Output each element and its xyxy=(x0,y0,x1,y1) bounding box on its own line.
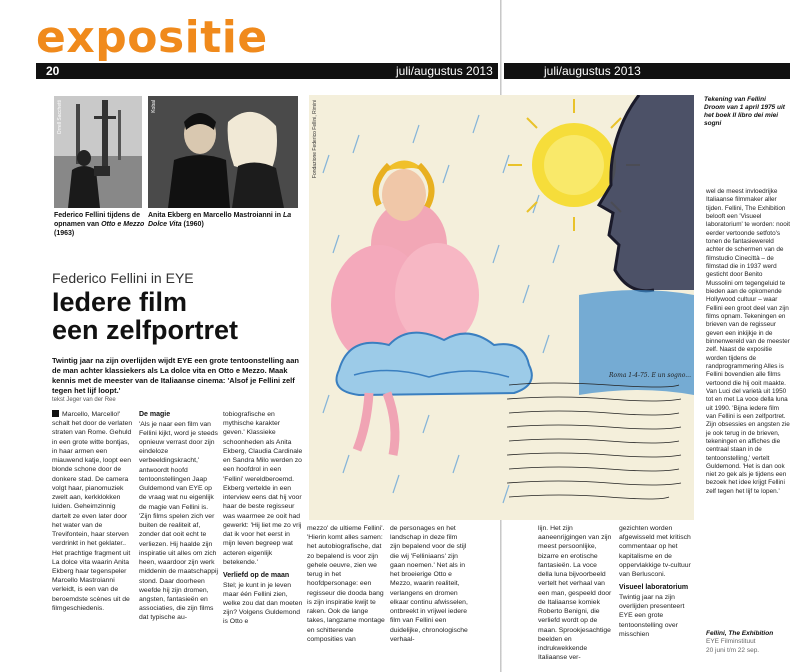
caption-dolce-vita xyxy=(148,212,298,230)
exhibition-info xyxy=(706,630,790,655)
issue-date-left: juli/augustus 2013 xyxy=(396,64,493,78)
dream-drawing-image xyxy=(309,95,694,520)
art-handwriting-note: Roma 1-4-75. E un sogno... xyxy=(609,372,691,379)
drop-square xyxy=(52,410,59,417)
page-number: 20 xyxy=(46,64,60,78)
section-title: expositie xyxy=(36,12,268,63)
byline-label: tekst xyxy=(52,397,65,403)
byline xyxy=(52,397,116,403)
caption-dolce-vita-film: La Dolce Vita xyxy=(148,212,292,228)
headline-line-1: Iedere film xyxy=(52,287,188,317)
byline-author: Jeger van der Ree xyxy=(66,397,116,403)
body-column-2-text: 'Als je naar een film van Fellini kijkt, word je steeds opnieuw verrast door zijn eindeloze verbeeldingskracht,' antwoordt hoofd tentoonstellingen Jaap Guldemond van EYE op de vraag wat nu eigenlijk de magie van Fellini is. 'Zijn films spelen zich ver buiten de realiteit af, zonder dat ooit echt te verliezen. Hij haalde zijn inspiratie uit alles om zich heen, waardoor zijn werk middenin de maatschappij stond. Daar doorheen weefde hij zijn dromen, angsten, fantasieën en associaties, die zijn films dat typische au- xyxy=(139,420,218,622)
body-column-1 xyxy=(52,410,134,613)
header-bar-left xyxy=(36,63,498,79)
body-column-6: lijn. Het zijn aaneenrijgingen van zijn meest persoonlijke, bizarre en erotische fantasieën. La voce della luna bijvoorbeeld vertelt het verhaal van een man, gespeeld door de Italiaanse komiek Roberto Benigni, die verliefd wordt op de maan. Sprookjesachtige beelden en indrukwekkende Italiaanse ver- xyxy=(538,525,612,662)
body-column-8: wel de meest invloedrijke Italiaanse filmmaker aller tijden. Fellini, The Exhibition belooft een 'Visueel laboratorium' te worden: nooit eerder vertoonde setfoto's tonen de fantasiewereld achter de schermen van de filmstudio Cinecittà – de filmstad die in 1937 werd gesticht door Benito Mussolini om tegengeluid te bieden aan de opkomende Hollywood cultuur – waar Fellini een groot deel van zijn films opnam. Tekeningen en brieven van de regisseur geven een inkijkje in de binnenwereld van de meester zelf. Naast de expositie worden tijdens de randprogrammering Alles is Fellini bovendien alle films vertoond die hij ooit maakte. Van Luci del varietà uit 1950 tot en met La voce della luna uit 1990. 'Bijna iedere film van Fellini is een zelfportret. Zijn obsessies en angsten zie je ook terug in de brieven, tekeningen en affiches die centraal staan in de tentoonstelling,' vertelt Guldemond. 'Het is dan ook niet zo gek als je tijdens een bezoek het idee krijgt Fellini zelf tegen het lijf te lopen.' xyxy=(706,188,790,495)
body-column-7b-text: Twintig jaar na zijn overlijden presenteert EYE een grote tentoonstelling over misschien xyxy=(619,593,685,638)
drawing-caption: Tekening van Fellini Droom van 1 april 1975 uit het boek Il libro dei miei sogni xyxy=(704,96,785,128)
article-lead: Twintig jaar na zijn overlijden wijdt EYE een grote tentoonstelling aan de man achter klassiekers als La dolce vita en Otto e Mezzo. Maak kennis met de meester van de Italiaanse cinema: 'Alsof je Fellini zelf tegen het lijf loopt.' xyxy=(52,356,299,396)
fellini-photo-image xyxy=(54,96,142,208)
exhibition-place: EYE Filminstituut xyxy=(706,638,756,646)
subhead-de-magie: De magie xyxy=(139,411,171,418)
body-column-3b-text: Stel; je kunt in je leven maar één Fellini zien, welke zou dat dan moeten zijn? Volgens Guldemond is Otto e xyxy=(223,581,303,626)
fellini-dream-drawing xyxy=(309,95,694,520)
caption-fellini-film: Otto e Mezzo xyxy=(101,220,145,228)
caption-fellini-year: (1963) xyxy=(54,229,75,237)
dolce-vita-photo xyxy=(148,96,298,208)
caption-fellini xyxy=(54,212,146,238)
photo-credit-mid: Kobal xyxy=(151,100,157,113)
issue-date-right: juli/augustus 2013 xyxy=(544,64,641,78)
body-column-3-text: tobiografische en mythische karakter geven.' Klassieke schoonheden als Anita Ekberg, Claudia Cardinale en Sandra Milo werden zo een hoofdrol in een 'Fellini' wereldberoemd. Ekberg vertelde in een interview eens dat hij voor haar de beste regisseur was waarmee ze ooit had gewerkt: 'Hij liet me zo vrij dat ik voor het eerst in mijn leven begreep wat acteren eigenlijk betekende.' xyxy=(223,411,303,566)
art-credit: Fondazione Federico Fellini, Rimini xyxy=(312,100,318,179)
body-column-3 xyxy=(223,410,303,627)
headline-line-2: een zelfportret xyxy=(52,315,239,346)
subhead-verliefd: Verliefd op de maan xyxy=(223,571,290,579)
dolce-vita-photo-image xyxy=(148,96,298,208)
body-column-1-text: Marcello, Marcello!' schalt het door de verlaten straten van Rome. Gehuld in een grote witte bontjas, in haar armen een miauwend katje, loopt een blonde schone door de donkere stad. De camera volgt haar, pianomuziek zwelt aan, kerkklokken luiden. Geheimzinnig dartelt ze even later door het water van de Trevifontein, haar sterven verdrinkt in het geklater.. Het prachtige fragment uit La dolce vita waarin Anita Ekberg haar tegenspeler Marcello Mastroianni verleidt, is een van de beroemdste scènes uit de filmgeschiedenis. xyxy=(52,411,133,612)
caption-fellini-text: Federico Fellini tijdens de opnamen van xyxy=(54,212,140,228)
article-headline xyxy=(52,288,302,345)
photo-credit-left: Orrell Sacchetti xyxy=(57,100,63,135)
caption-dolce-vita-year: (1960) xyxy=(181,220,204,228)
body-column-4: mezzo' de ultieme Fellini'. 'Hierin komt alles samen: het autobiografische, dat zo bepalend is voor zijn gehele oeuvre, zien we terug in het hoofdpersonage: een regisseur die dooda bang is zijn inspiratie kwijt te raken. Ook de lange takes, langzame montage en schitterende composities van xyxy=(307,525,385,643)
exhibition-dates: 20 juni t/m 22 sep. xyxy=(706,646,760,654)
article-kicker: Federico Fellini in EYE xyxy=(52,270,194,286)
exhibition-title: Fellini, The Exhibition xyxy=(706,630,774,637)
fellini-photo xyxy=(54,96,142,208)
body-column-7 xyxy=(619,524,695,639)
body-column-5: de personages en het landschap in deze film zijn bepalend voor de stijl die wij 'Felliniaans' zijn gaan noemen.' Net als in het broeierige Otto e Mezzo, waarin realiteit, verlangens en dromen elkaar continu afwisselen, ontbreekt in vrijwel iedere film van Fellini een duidelijke, chronologische verhaal- xyxy=(390,525,468,643)
subhead-visueel: Visueel laboratorium xyxy=(619,584,689,592)
header-bar-right xyxy=(504,63,790,79)
body-column-2 xyxy=(139,410,219,623)
caption-dolce-vita-text: Anita Ekberg en Marcello Mastroianni in xyxy=(148,212,283,219)
body-column-7-text: gezichten worden afgewisseld met kritisch commentaar op het kapitalisme en de oppervlakkige tv-cultuur van Berlusconi. xyxy=(619,525,691,579)
